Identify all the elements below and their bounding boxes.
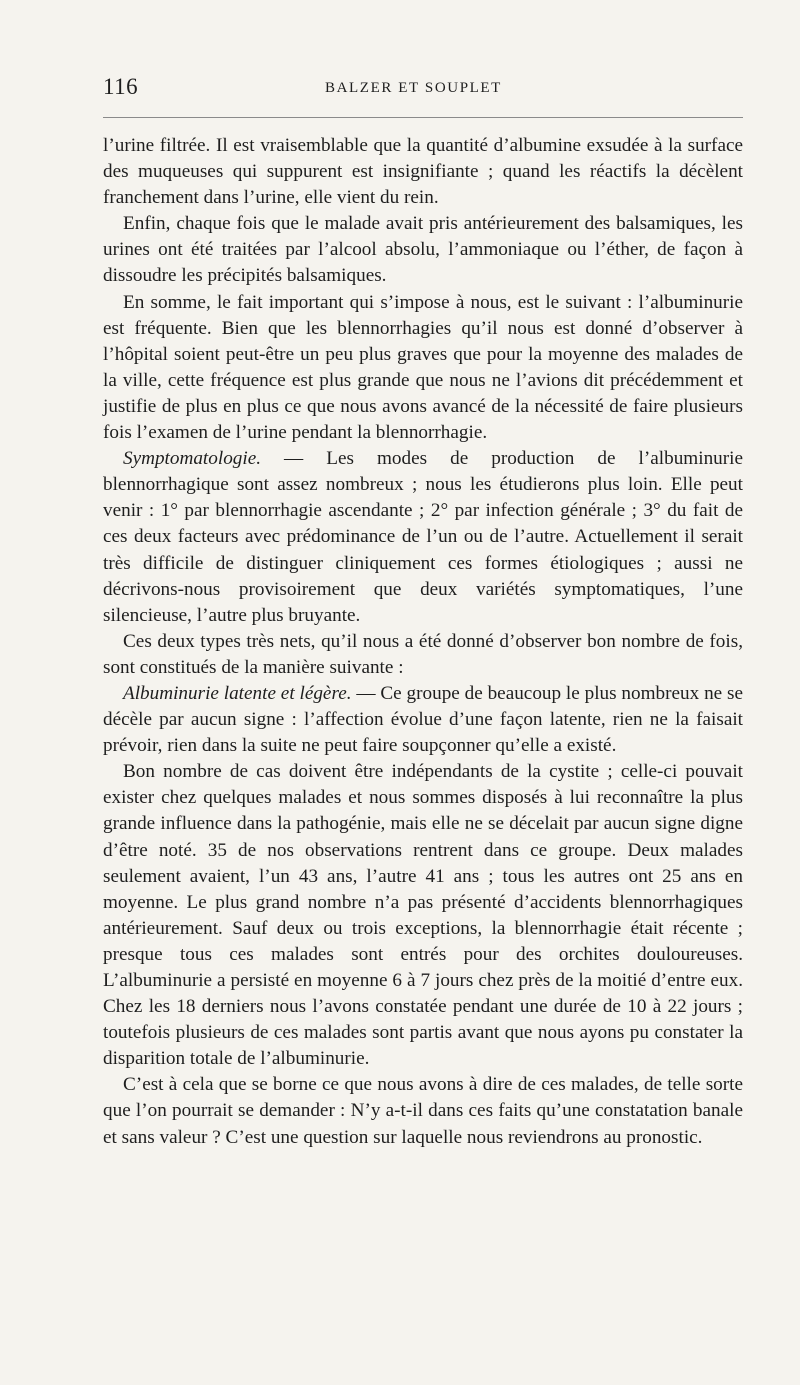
- paragraph-symptomatologie-text: — Les modes de production de l’albuminurie blennorrhagique sont assez nombreux ; nous les étudierons plus loin. Elle peut venir : 1° par blennorrhagie ascendante ; 2° par infection générale ; 3° du fait de ces deux facteurs avec prédominance de l’un ou de l’autre. Actuellement il serait très difficile de distinguer cliniquement ces formes étiologiques ; aussi ne décrivons-nous provisoirement que deux variétés symptomatiques, l’une silencieuse, l’autre plus bruyante.: [103, 448, 743, 626]
- page-number: 116: [103, 74, 139, 99]
- paragraph-albuminurie-latente: [103, 681, 743, 759]
- header-rule: [103, 117, 743, 118]
- paragraph-balsamiques: Enfin, chaque fois que le malade avait pris antérieurement des balsamiques, les urines ont été traitées par l’alcool absolu, l’ammoniaque ou l’éther, de façon à dissoudre les précipités balsamiques.: [103, 213, 743, 287]
- running-title: BALZER ET SOUPLET: [325, 80, 502, 96]
- body-text: [103, 133, 743, 1151]
- paragraph-continued: l’urine filtrée. Il est vraisemblable que la quantité d’albumine exsudée à la surface des muqueuses qui suppurent est insignifiante ; quand les réactifs la décèlent franchement dans l’urine, elle vient du rein.: [103, 135, 743, 209]
- paragraph-conclusion: C’est à cela que se borne ce que nous avons à dire de ces malades, de telle sorte que l’on pourrait se demander : N’y a-t-il dans ces faits qu’une constatation banale et sans valeur ? C’est une question sur laquelle nous reviendrons au pronostic.: [103, 1074, 743, 1148]
- paragraph-symptomatologie: [103, 446, 743, 629]
- section-heading-albuminurie-latente: Albuminurie latente et légère.: [123, 682, 352, 704]
- paragraph-albuminurie-latente-text: — Ce groupe de beaucoup le plus nombreux ne se décèle par aucun signe : l’affection évolue d’une façon latente, rien ne la faisait prévoir, rien dans la suite ne peut faire soupçonner qu’elle a existé.: [103, 682, 743, 757]
- paragraph-deux-types: Ces deux types très nets, qu’il nous a été donné d’observer bon nombre de fois, sont constitués de la manière suivante :: [103, 630, 743, 678]
- section-heading-symptomatologie: Symptomatologie.: [123, 448, 262, 470]
- paragraph-bon-nombre: Bon nombre de cas doivent être indépendants de la cystite ; celle-ci pouvait exister chez quelques malades et nous sommes disposés à lui reconnaître la plus grande influence dans la pathogénie, mais elle ne se décelait par aucun signe digne d’être noté. 35 de nos observations rentrent dans ce groupe. Deux malades seulement avaient, l’un 43 ans, l’autre 41 ans ; tous les autres ont 25 ans en moyenne. Le plus grand nombre n’a pas présenté d’accidents blennorrhagiques antérieurement. Sauf deux ou trois exceptions, la blennorrhagie était récente ; presque tous ces malades sont entrés pour des orchites douloureuses. L’albuminurie a persisté en moyenne 6 à 7 jours chez près de la moitié d’entre eux. Chez les 18 derniers nous l’avons constatée pendant une durée de 10 à 22 jours ; toutefois plusieurs de ces malades sont partis avant que nous ayons pu constater la disparition totale de l’albuminurie.: [103, 761, 743, 1070]
- paragraph-en-somme: En somme, le fait important qui s’impose à nous, est le suivant : l’albuminurie est fréquente. Bien que les blennorrhagies qu’il nous est donné d’observer à l’hôpital soient peut-être un peu plus graves que pour la moyenne des malades de la ville, cette fréquence est plus grande que nous ne l’avions dit précédemment et justifie de plus en plus ce que nous avons avancé de la nécessité de faire plusieurs fois l’examen de l’urine pendant la blennorrhagie.: [103, 291, 743, 444]
